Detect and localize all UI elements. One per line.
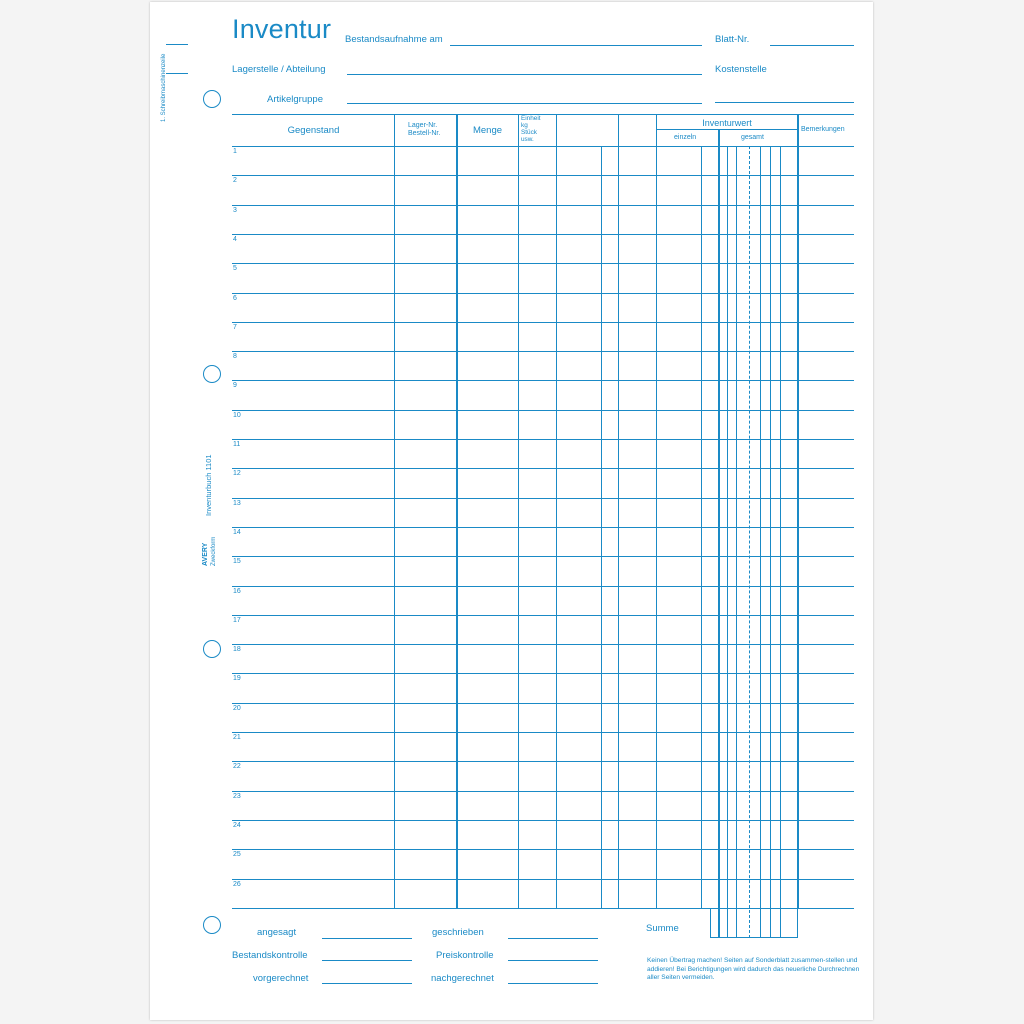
punch-hole bbox=[203, 365, 221, 383]
row-number: 22 bbox=[233, 763, 241, 770]
preiskontrolle-field[interactable] bbox=[508, 960, 598, 961]
kg-text: kg bbox=[521, 122, 528, 129]
lagerstelle-label: Lagerstelle / Abteilung bbox=[232, 64, 326, 75]
row-number: 13 bbox=[233, 500, 241, 507]
stueck-text: Stück bbox=[521, 129, 537, 136]
col-divider bbox=[556, 114, 557, 909]
lagerstelle-field[interactable] bbox=[347, 74, 702, 75]
row-number: 11 bbox=[233, 441, 241, 448]
row-number: 15 bbox=[233, 558, 241, 565]
preiskontrolle-label: Preiskontrolle bbox=[436, 950, 494, 961]
col-menge: Menge bbox=[472, 125, 503, 136]
row-number: 1 bbox=[233, 148, 237, 155]
typewriter-line-label: 1. Schreibmaschinenzeile bbox=[161, 53, 167, 122]
row-number: 20 bbox=[233, 705, 241, 712]
gesamt-subdivider bbox=[770, 146, 771, 938]
blatt-nr-label: Blatt-Nr. bbox=[715, 34, 750, 45]
usw-text: usw. bbox=[521, 136, 534, 143]
logo-text-1: AVERY bbox=[202, 542, 209, 566]
inventurwert-subdivider bbox=[656, 129, 798, 130]
summe-box-bottom bbox=[710, 937, 798, 938]
col-einheit bbox=[521, 115, 541, 143]
row-number: 3 bbox=[233, 207, 237, 214]
artikelgruppe-field[interactable] bbox=[347, 103, 702, 104]
typewriter-marker bbox=[166, 44, 188, 45]
vorgerechnet-label: vorgerechnet bbox=[253, 973, 309, 984]
row-number: 18 bbox=[233, 646, 241, 653]
einheit-text: Einheit bbox=[521, 115, 541, 122]
row-number: 4 bbox=[233, 236, 237, 243]
bestandsaufnahme-field[interactable] bbox=[450, 45, 702, 46]
col-divider bbox=[618, 114, 619, 909]
row-number: 12 bbox=[233, 470, 241, 477]
col-bestell-nr: Bestell-Nr. bbox=[408, 130, 441, 137]
col-divider bbox=[456, 114, 458, 909]
table-top-border bbox=[232, 114, 854, 115]
col-gegenstand: Gegenstand bbox=[287, 125, 340, 136]
col-divider bbox=[797, 114, 799, 909]
col-subdivider bbox=[601, 146, 602, 909]
row-number: 21 bbox=[233, 734, 241, 741]
punch-hole bbox=[203, 916, 221, 934]
row-number: 24 bbox=[233, 822, 241, 829]
nachgerechnet-label: nachgerechnet bbox=[431, 973, 494, 984]
punch-hole bbox=[203, 640, 221, 658]
row-number: 16 bbox=[233, 588, 241, 595]
inventory-form-sheet bbox=[150, 2, 873, 1020]
col-divider bbox=[394, 114, 395, 909]
artikelgruppe-label: Artikelgruppe bbox=[267, 94, 323, 105]
col-gesamt: gesamt bbox=[741, 134, 764, 141]
angesagt-label: angesagt bbox=[257, 927, 297, 938]
geschrieben-label: geschrieben bbox=[432, 927, 484, 938]
row-number: 2 bbox=[233, 177, 237, 184]
row-number: 8 bbox=[233, 353, 237, 360]
row-number: 25 bbox=[233, 851, 241, 858]
book-label: Inventurbuch 1101 bbox=[204, 454, 213, 516]
kostenstelle-field[interactable] bbox=[715, 102, 854, 103]
col-divider bbox=[656, 114, 657, 909]
row-number: 9 bbox=[233, 382, 237, 389]
decimal-divider bbox=[749, 146, 750, 938]
col-divider bbox=[518, 114, 519, 909]
punch-hole bbox=[203, 90, 221, 108]
row-number: 14 bbox=[233, 529, 241, 536]
row-number: 6 bbox=[233, 295, 237, 302]
vorgerechnet-field[interactable] bbox=[322, 983, 412, 984]
summe-box-right bbox=[797, 908, 798, 938]
typewriter-marker bbox=[166, 73, 188, 74]
col-bemerkungen: Bemerkungen bbox=[801, 126, 845, 133]
row-number: 5 bbox=[233, 265, 237, 272]
bestandskontrolle-label: Bestandskontrolle bbox=[232, 950, 308, 961]
row-number: 17 bbox=[233, 617, 241, 624]
summe-label: Summe bbox=[646, 923, 679, 934]
nachgerechnet-field[interactable] bbox=[508, 983, 598, 984]
col-inventurwert: Inventurwert bbox=[702, 118, 752, 128]
summe-box-left bbox=[710, 908, 711, 938]
bestandsaufnahme-label: Bestandsaufnahme am bbox=[345, 34, 443, 45]
row-number: 26 bbox=[233, 881, 241, 888]
geschrieben-field[interactable] bbox=[508, 938, 598, 939]
angesagt-field[interactable] bbox=[322, 938, 412, 939]
bestandskontrolle-field[interactable] bbox=[322, 960, 412, 961]
footer-note: Keinen Übertrag machen! Seiten auf Sonderblatt zusammen-stellen und addieren! Bei Berichtigungen wird dadurch das neuerliche Durchrechnen aller Seiten vermeiden. bbox=[647, 957, 860, 982]
col-lager-nr: Lager-Nr. bbox=[408, 122, 438, 129]
row-number: 19 bbox=[233, 675, 241, 682]
avery-logo bbox=[202, 537, 218, 566]
gesamt-subdivider bbox=[760, 146, 761, 938]
kostenstelle-label: Kostenstelle bbox=[715, 64, 767, 75]
col-divider-gesamt bbox=[718, 130, 720, 938]
col-subdivider bbox=[701, 146, 702, 909]
gesamt-subdivider bbox=[780, 146, 781, 938]
gesamt-subdivider bbox=[727, 146, 728, 938]
blatt-nr-field[interactable] bbox=[770, 45, 854, 46]
row-number: 10 bbox=[233, 412, 241, 419]
row-number: 7 bbox=[233, 324, 237, 331]
logo-text-2: Zweckform bbox=[211, 536, 217, 566]
col-einzeln: einzeln bbox=[674, 134, 697, 141]
page-title: Inventur bbox=[232, 14, 332, 44]
gesamt-subdivider bbox=[736, 146, 737, 938]
row-number: 23 bbox=[233, 793, 241, 800]
